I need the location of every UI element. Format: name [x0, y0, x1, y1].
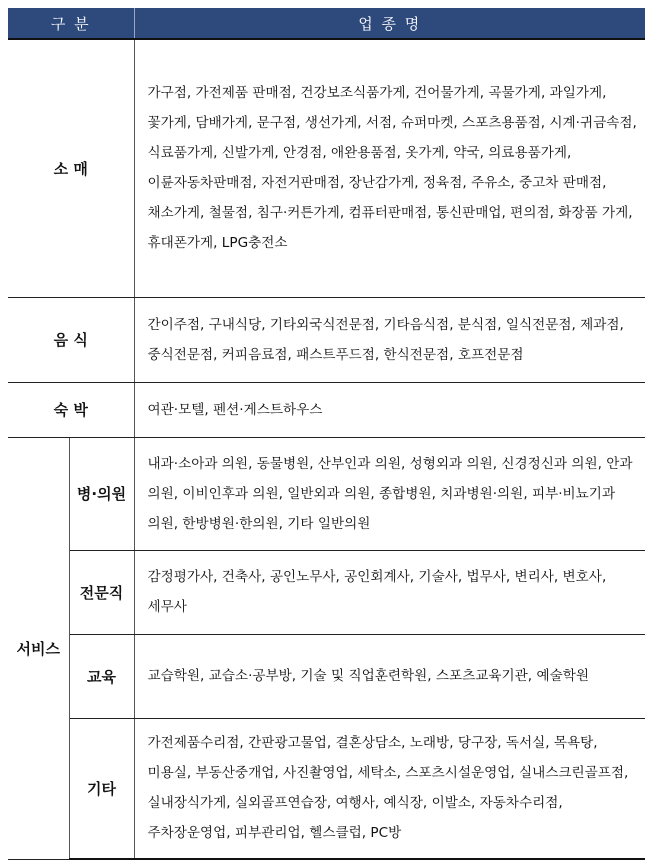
- row-food: [8, 297, 645, 382]
- row-retail: [8, 39, 645, 297]
- header-category: 구 분: [8, 8, 134, 39]
- business-type-table: [8, 8, 645, 860]
- education-businesses: 교습학원, 교습소·공부방, 기술 및 직업훈련학원, 스포츠교육기관, 예술학원: [134, 634, 645, 718]
- sub-education: 교육: [69, 634, 134, 718]
- sub-other: 기타: [69, 718, 134, 859]
- table-header: [8, 8, 645, 39]
- category-food: 음 식: [8, 297, 134, 382]
- food-businesses: 간이주점, 구내식당, 기타외국식전문점, 기타음식점, 분식점, 일식전문점, 제과점, 중식전문점, 커피음료점, 패스트푸드점, 한식전문점, 호프전문점: [134, 297, 645, 382]
- header-business: 업 종 명: [134, 8, 645, 39]
- sub-clinic: 병·의원: [69, 437, 134, 550]
- other-businesses: 가전제품수리점, 간판광고물업, 결혼상담소, 노래방, 당구장, 독서실, 목욕탕, 미용실, 부동산중개업, 사진촬영업, 세탁소, 스포츠시설운영업, 실내스크린골프점, 실내장식가게, 실외골프연습장, 여행사, 예식장, 이발소, 자동차수리점, 주차장운영업, 피부관리업, 헬스클럽, PC방: [134, 718, 645, 859]
- row-education: [8, 634, 645, 718]
- row-lodging: [8, 382, 645, 437]
- row-professional: [8, 550, 645, 634]
- lodging-businesses: 여관·모텔, 펜션·게스트하우스: [134, 382, 645, 437]
- clinic-businesses: 내과·소아과 의원, 동물병원, 산부인과 의원, 성형외과 의원, 신경정신과 의원, 안과 의원, 이비인후과 의원, 일반외과 의원, 종합병원, 치과병원·의원, 피부·비뇨기과 의원, 한방병원·한의원, 기타 일반의원: [134, 437, 645, 550]
- sub-professional: 전문직: [69, 550, 134, 634]
- retail-businesses: 가구점, 가전제품 판매점, 건강보조식품가게, 건어물가게, 곡물가게, 과일가게, 꽃가게, 담배가게, 문구점, 생선가게, 서점, 슈퍼마켓, 스포츠용품점, 시계·귀금속점, 식료품가게, 신발가게, 안경점, 애완용품점, 옷가게, 약국, 의료용품가게, 이륜자동차판매점, 자전거판매점, 장난감가게, 정육점, 주유소, 중고차 판매점, 채소가게, 철물점, 침구·커튼가게, 컴퓨터판매점, 통신판매업, 편의점, 화장품 가게, 휴대폰가게, LPG충전소: [134, 39, 645, 297]
- category-lodging: 숙 박: [8, 382, 134, 437]
- category-retail: 소 매: [8, 39, 134, 297]
- row-clinic: [8, 437, 645, 550]
- category-service: 서비스: [8, 437, 69, 859]
- professional-businesses: 감정평가사, 건축사, 공인노무사, 공인회계사, 기술사, 법무사, 변리사, 변호사, 세무사: [134, 550, 645, 634]
